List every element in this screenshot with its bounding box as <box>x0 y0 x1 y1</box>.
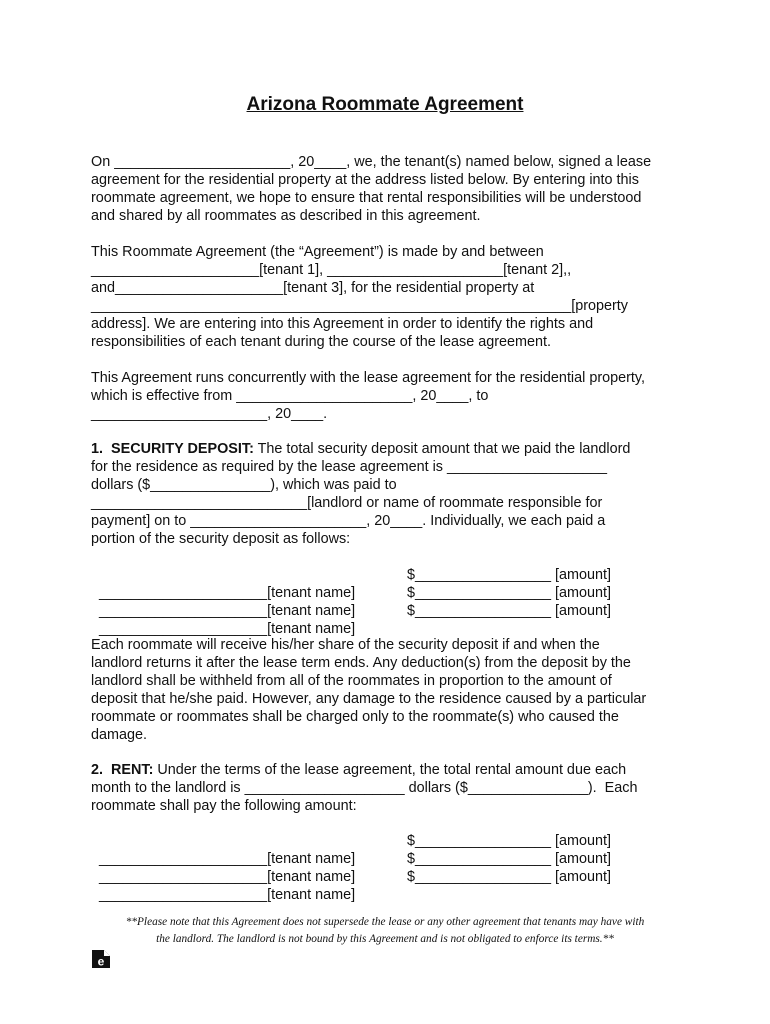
amount-blank: $_________________ [amount] <box>407 567 612 583</box>
security-deposit-text: The total security deposit amount that we paid the landlord <box>253 441 631 457</box>
deposit-return-line: roommate or roommates shall be charged only to the roommate(s) who caused the <box>91 709 619 725</box>
security-deposit-line: ___________________________[landlord or name of roommate responsible for <box>91 495 603 511</box>
parties-line: and_____________________[tenant 3], for the residential property at <box>91 280 535 296</box>
svg-text:e: e <box>97 954 105 969</box>
security-deposit-line: for the residence as required by the lease agreement is ____________________ <box>91 459 608 475</box>
footer-note-line: **Please note that this Agreement does not supersede the lease or any other agreement that tenants may have with <box>125 916 645 928</box>
parties-line: responsibilities of each tenant during the course of the lease agreement. <box>91 334 551 350</box>
tenant-name-blank: _____________________[tenant name] <box>99 851 356 867</box>
amount-blank: $_________________ [amount] <box>407 833 612 849</box>
term-line: which is effective from ______________________, 20____, to <box>91 388 489 404</box>
amount-blank: $_________________ [amount] <box>407 869 612 885</box>
rent-heading: 2. RENT: <box>91 762 154 778</box>
tenant-name-blank: _____________________[tenant name] <box>99 603 356 619</box>
deposit-return-line: landlord shall be withheld from all of the roommates in proportion to the amount of <box>91 673 612 689</box>
amount-blank: $_________________ [amount] <box>407 851 612 867</box>
document-title: Arizona Roommate Agreement <box>246 94 524 115</box>
amount-blank: $_________________ [amount] <box>407 585 612 601</box>
deposit-return-line: damage. <box>91 727 148 743</box>
rent-text: Under the terms of the lease agreement, the total rental amount due each <box>153 762 627 778</box>
footer-note-line: the landlord. The landlord is not bound by this Agreement and is not obligated to enforce its terms.** <box>156 933 614 945</box>
parties-line: address]. We are entering into this Agreement in order to identify the rights and <box>91 316 594 332</box>
tenant-name-blank: _____________________[tenant name] <box>99 887 356 903</box>
rent-line: month to the landlord is ____________________ dollars ($_______________). Each <box>91 780 638 796</box>
security-deposit-first-line <box>91 440 630 458</box>
security-deposit-line: payment] on to ______________________, 20____. Individually, we each paid a <box>91 513 606 529</box>
intro-line: and shared by all roommates as described in this agreement. <box>91 208 481 224</box>
amount-blank: $_________________ [amount] <box>407 603 612 619</box>
security-deposit-line: portion of the security deposit as follows: <box>91 531 351 547</box>
parties-line: This Roommate Agreement (the “Agreement”) is made by and between <box>91 244 544 260</box>
term-line: ______________________, 20____. <box>91 406 328 422</box>
tenant-name-blank: _____________________[tenant name] <box>99 585 356 601</box>
tenant-name-blank: _____________________[tenant name] <box>99 621 356 637</box>
security-deposit-heading: 1. SECURITY DEPOSIT: <box>91 441 254 457</box>
intro-line: agreement for the residential property at the address listed below. By entering into this <box>91 172 639 188</box>
footer-note <box>60 914 710 948</box>
deposit-return-line: landlord returns it after the lease term ends. Any deduction(s) from the deposit by the <box>91 655 631 671</box>
deposit-return-line: deposit that he/she paid. However, any damage to the residence caused by a particular <box>91 691 647 707</box>
intro-line: On ______________________, 20____, we, the tenant(s) named below, signed a lease <box>91 154 652 170</box>
parties-line: _____________________[tenant 1], ______________________[tenant 2],, <box>91 262 572 278</box>
intro-line: roommate agreement, we hope to ensure that rental responsibilities will be understood <box>91 190 642 206</box>
rent-first-line <box>91 761 626 779</box>
parties-line: ____________________________________________________________[property <box>91 298 628 314</box>
rent-line: roommate shall pay the following amount: <box>91 798 357 814</box>
security-deposit-line: dollars ($_______________), which was paid to <box>91 477 397 493</box>
term-line: This Agreement runs concurrently with the lease agreement for the residential property, <box>91 370 646 386</box>
tenant-name-blank: _____________________[tenant name] <box>99 869 356 885</box>
deposit-return-line: Each roommate will receive his/her share of the security deposit if and when the <box>91 637 600 653</box>
eforms-logo-icon <box>90 946 112 970</box>
